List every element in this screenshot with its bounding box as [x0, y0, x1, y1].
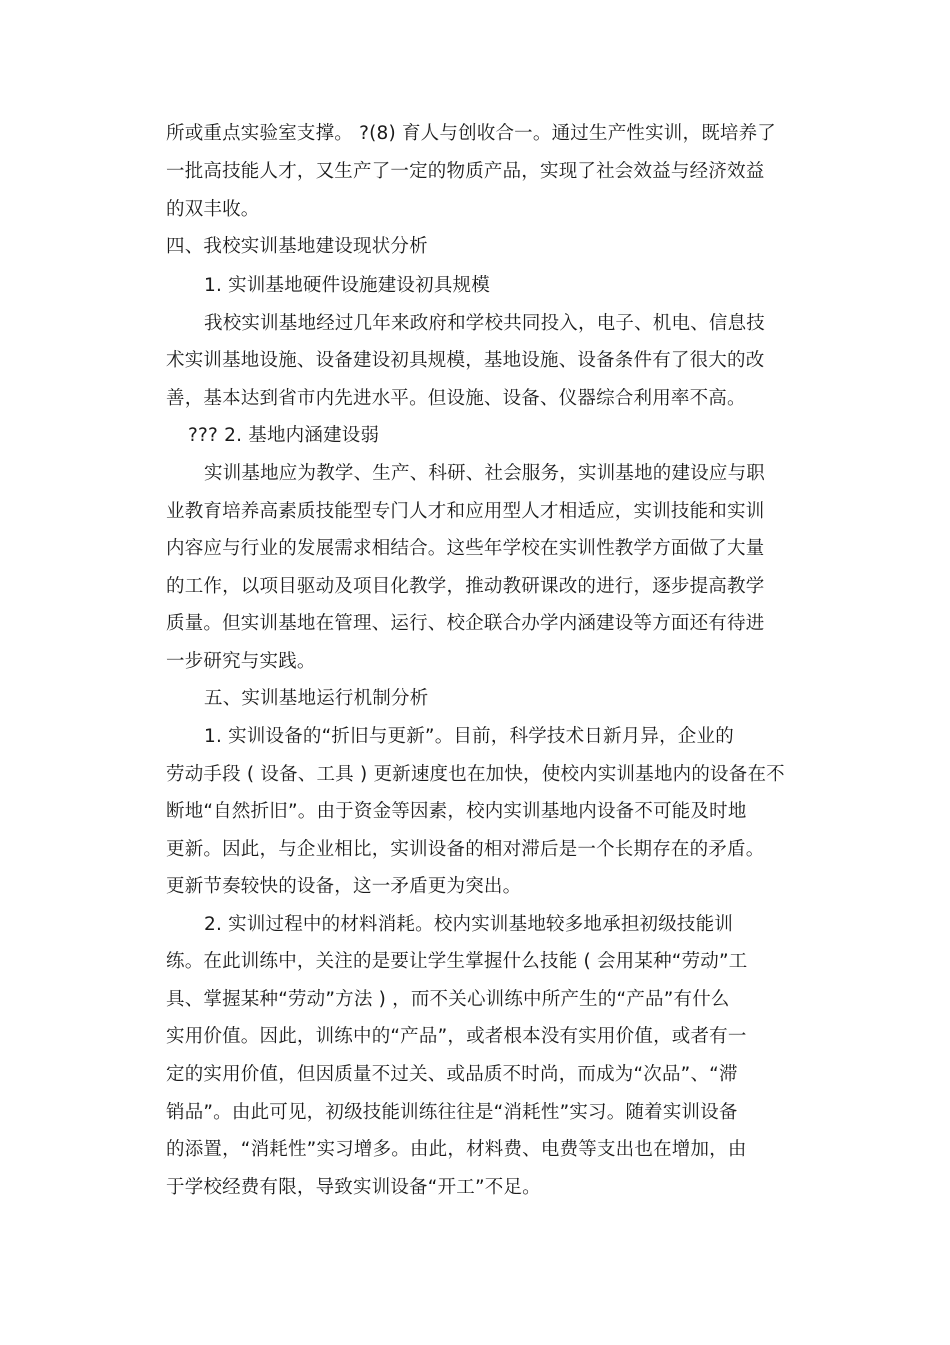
- text-line: 更新。因此，与企业相比，实训设备的相对滞后是一个长期存在的矛盾。: [166, 839, 765, 860]
- text-line: 实用价值。因此，训练中的“产品”，或者根本没有实用价值，或者有一: [166, 1026, 747, 1047]
- text-line: 断地“自然折旧”。由于资金等因素，校内实训基地内设备不可能及时地: [166, 801, 747, 822]
- text-line: 1. 实训设备的“折旧与更新”。目前，科学技术日新月异，企业的: [204, 726, 734, 747]
- text-line: 2. 实训过程中的材料消耗。校内实训基地较多地承担初级技能训: [204, 914, 734, 935]
- text-line: 实训基地应为教学、生产、科研、社会服务，实训基地的建设应与职: [204, 463, 766, 484]
- section-heading: 五、实训基地运行机制分析: [204, 688, 429, 709]
- text-line: 的双丰收。: [166, 199, 260, 220]
- text-line: 一批高技能人才，又生产了一定的物质产品，实现了社会效益与经济效益: [166, 161, 765, 182]
- text-line: 更新节奏较快的设备，这一矛盾更为突出。: [166, 876, 522, 897]
- text-line: 定的实用价值，但因质量不过关、或品质不时尚，而成为“次品”、“滞: [166, 1064, 738, 1085]
- subsection-heading: 1. 实训基地硬件设施建设初具规模: [204, 275, 490, 296]
- text-line: 一步研究与实践。: [166, 651, 316, 672]
- text-line: 质量。但实训基地在管理、运行、校企联合办学内涵建设等方面还有待进: [166, 613, 765, 634]
- text-line: 的添置，“消耗性”实习增多。由此，材料费、电费等支出也在增加，由: [166, 1139, 747, 1160]
- text-line: 内容应与行业的发展需求相结合。这些年学校在实训性教学方面做了大量: [166, 538, 765, 559]
- text-line: 销品”。由此可见，初级技能训练往往是“消耗性”实习。随着实训设备: [166, 1102, 738, 1123]
- text-line: 于学校经费有限，导致实训设备“开工”不足。: [166, 1177, 541, 1198]
- text-line: 的工作，以项目驱动及项目化教学，推动教研课改的进行，逐步提高教学: [166, 576, 765, 597]
- section-heading: 四、我校实训基地建设现状分析: [166, 236, 428, 257]
- text-line: 业教育培养高素质技能型专门人才和应用型人才相适应，实训技能和实训: [166, 501, 765, 522]
- text-line: 练。在此训练中，关注的是要让学生掌握什么技能 ( 会用某种“劳动”工: [166, 951, 748, 972]
- text-line: 劳动手段 ( 设备、工具 ) 更新速度也在加快，使校内实训基地内的设备在不: [166, 764, 785, 785]
- text-line: 术实训基地设施、设备建设初具规模，基地设施、设备条件有了很大的改: [166, 350, 765, 371]
- text-line: 具、掌握某种“劳动”方法 ) ，而不关心训练中所产生的“产品”有什么: [166, 989, 730, 1010]
- subsection-heading: ??? 2. 基地内涵建设弱: [188, 425, 380, 446]
- text-line: 所或重点实验室支撑。 ?(8) 育人与创收合一。通过生产性实训，既培养了: [166, 123, 776, 144]
- text-line: 善，基本达到省市内先进水平。但设施、设备、仪器综合利用率不高。: [166, 388, 746, 409]
- text-line: 我校实训基地经过几年来政府和学校共同投入，电子、机电、信息技: [204, 313, 766, 334]
